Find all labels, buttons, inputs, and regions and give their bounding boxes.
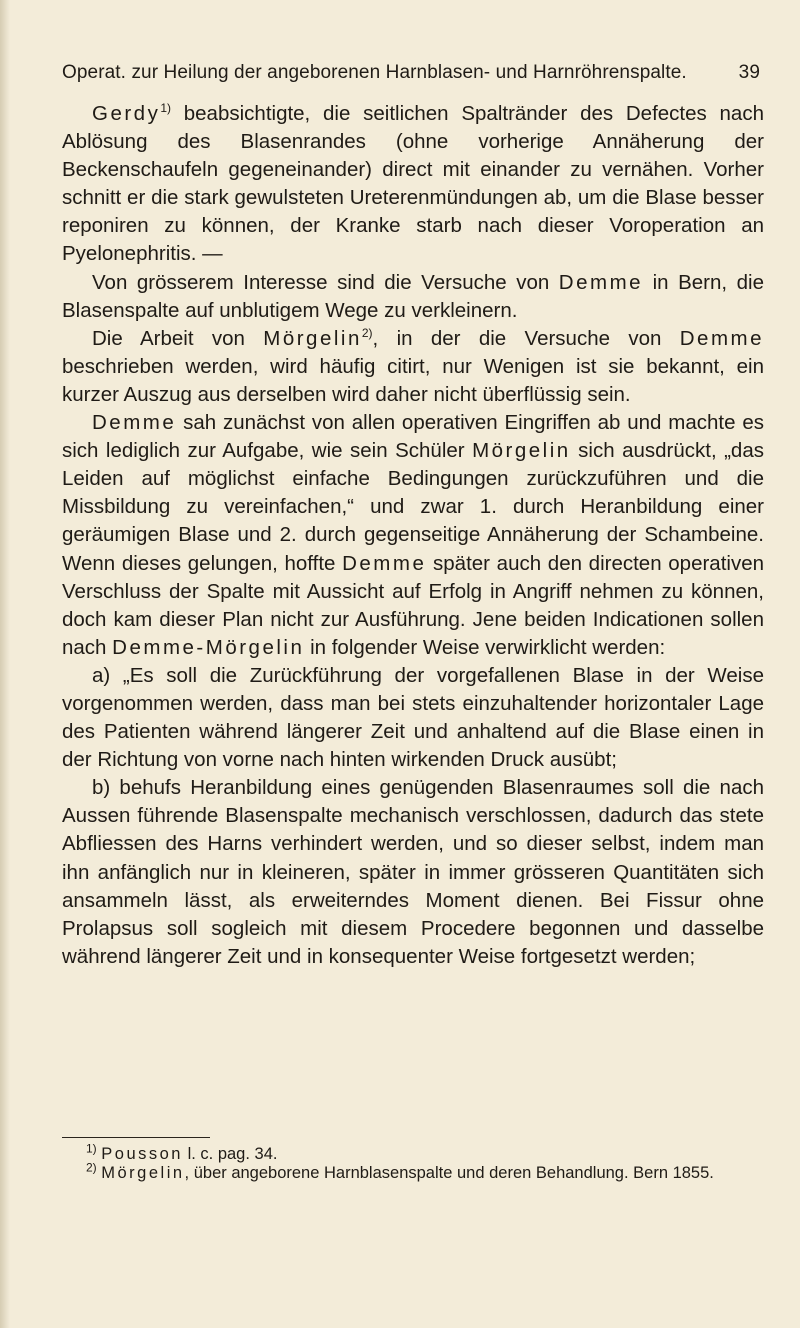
paragraph-text: sah zunächst von allen operativen Eingriffen ab und machte es sich lediglich zur Aufgabe, wie sein Schüler xyxy=(62,411,764,463)
page-number: 39 xyxy=(738,62,760,83)
author-name: Demme xyxy=(92,411,177,435)
paragraph-moergelin xyxy=(62,325,764,409)
running-head xyxy=(62,62,760,84)
author-name: Mörgelin xyxy=(472,439,571,463)
paragraph-text: in folgender Weise verwirklicht werden: xyxy=(304,635,666,659)
footnotes xyxy=(62,1141,764,1182)
paragraph-demme-method xyxy=(62,409,764,662)
footnote-text: l. c. pag. 34. xyxy=(182,1145,278,1163)
author-name: Demme xyxy=(558,270,644,294)
paragraph-text: Von grösserem Interesse sind die Versuche von xyxy=(92,270,559,294)
footnote-1 xyxy=(62,1141,764,1164)
paragraph-text: beabsichtigte, die seitlichen Spaltränder des Defectes nach Ablösung des Blasenrandes (ohne vorherige Annäherung der Beckenschaufeln gegeneinander) direct mit einander zu vernähen. Vorher schnitt er die stark gewulsteten Ureterenmündungen ab, um die Blase besser reponiren zu können, der Kranke starb nach dieser Voroperation an Pyelonephritis. — xyxy=(62,102,764,266)
paragraph-text: sich ausdrückt, „das Leiden auf möglichst einfache Bedingungen zurückzuführen und die Missbildung zu vereinfachen,“ und zwar 1. durch Heranbildung einer geräumigen Blase und 2. durch gegenseitige Annäherung der Schambeine. Wenn dieses gelungen, hoffte xyxy=(62,439,764,575)
footnote-text: , über angeborene Harnblasenspalte und deren Behandlung. Bern 1855. xyxy=(184,1163,714,1182)
page-edge-shadow xyxy=(0,0,10,1328)
footnote-rule xyxy=(62,1137,210,1138)
running-head-title: Operat. zur Heilung der angeborenen Harnblasen- und Harnröhrenspalte. xyxy=(62,62,687,83)
author-name: Demme-Mörgelin xyxy=(112,635,305,659)
author-name: Demme xyxy=(679,326,764,350)
author-name: Mörgelin xyxy=(101,1163,185,1182)
paragraph-point-a: a) „Es soll die Zurückführung der vorgefallenen Blase in der Weise vorgenommen werden, dass man bei stets einzuhaltender horizontaler Lage des Patienten während längerer Zeit und anhaltend auf die Blase einen in der Richtung von vorne nach hinten wirkenden Druck ausübt; xyxy=(62,663,764,772)
paragraph-demme-intro xyxy=(62,269,764,325)
paragraph-text: , in der die Versuche von xyxy=(372,326,680,350)
paragraph-point-b: b) behufs Heranbildung eines genügenden Blasenraumes soll die nach Aussen führende Blasenspalte mechanisch verschlossen, dadurch das stete Abfliessen des Harns verhindert werden, und so dieser selbst, indem man ihn anfänglich nur in kleineren, später in immer grösseren Quantitäten sich ansammeln lässt, als erweiterndes Moment dienen. Bei Fissur ohne Prolapsus soll sogleich mit diesem Procedere begonnen und dasselbe während längerer Zeit und in konsequenter Weise fortgesetzt werden; xyxy=(62,776,764,968)
paragraph-text: Die Arbeit von xyxy=(92,326,264,350)
footnote-2 xyxy=(62,1160,764,1183)
paragraph-text: später auch den directen operativen Verschluss der Spalte mit Aussicht auf Erfolg in Angriff nehmen zu können, doch kam dieser Plan nicht zur Ausführung. Jene beiden Indicationen sollen nach xyxy=(62,551,764,659)
paragraph-gerdy xyxy=(62,100,764,269)
footnote-mark: 2) xyxy=(86,1160,97,1174)
author-name: Mörgelin xyxy=(263,326,362,350)
footnote-ref: 2) xyxy=(361,325,373,340)
author-name: Demme xyxy=(342,551,427,575)
author-name: Pousson xyxy=(101,1145,183,1163)
footnote-ref: 1) xyxy=(160,101,171,116)
author-name: Gerdy xyxy=(92,102,161,125)
paragraph-text: in Bern, die Blasenspalte auf unblutigem Wege zu verkleinern. xyxy=(62,270,764,322)
body-text xyxy=(62,100,764,971)
footnote-mark: 1) xyxy=(86,1141,97,1156)
paragraph-text: beschrieben werden, wird häufig citirt, nur Wenigen ist sie bekannt, ein kurzer Auszug aus derselben wird daher nicht überflüssig sein. xyxy=(62,354,764,406)
